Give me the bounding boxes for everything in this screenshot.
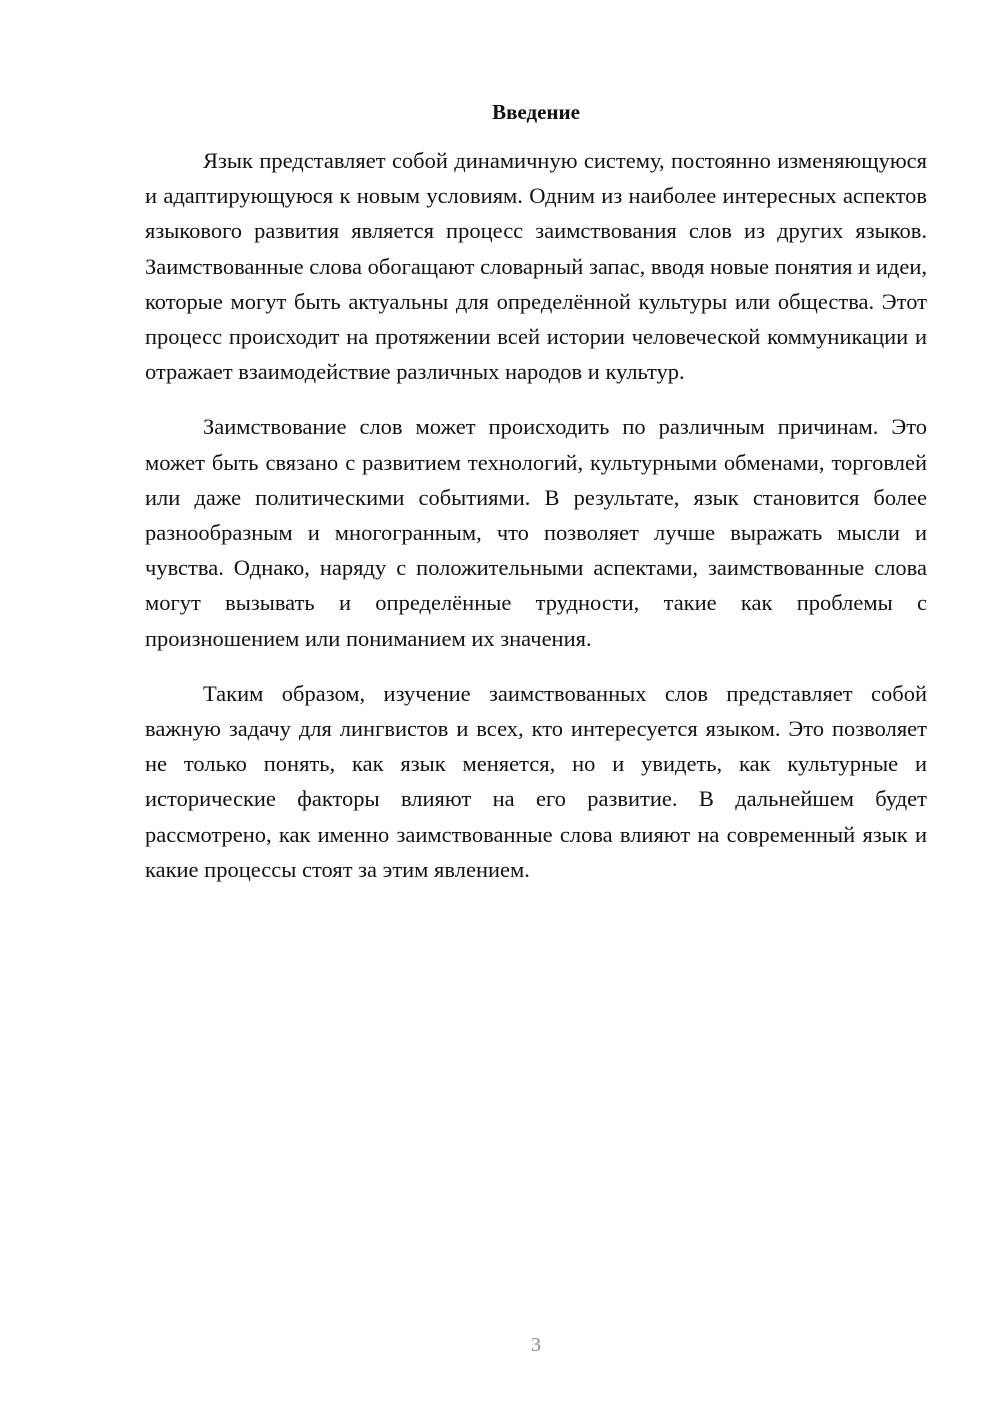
paragraph-2: Заимствование слов может происходить по различным причинам. Это может быть связано с развитием технологий, культурными обменами, торговлей или даже политическими событиями. В результате, язык становится более разнообразным и многогранным, что позволяет лучше выражать мысли и чувства. Однако, наряду с положительными аспектами, заимствованные слова могут вызывать и определённые трудности, такие как проблемы с произношением или пониманием их значения. <box>145 414 927 651</box>
document-body <box>145 143 927 907</box>
page-number: 3 <box>531 1334 541 1356</box>
paragraph-1: Язык представляет собой динамичную систему, постоянно изменяющуюся и адаптирующуюся к новым условиям. Одним из наиболее интересных аспектов языкового развития является процесс заимствования слов из других языков. Заимствованные слова обогащают словарный запас, вводя новые понятия и идеи, которые могут быть актуальны для определённой культуры или общества. Этот процесс происходит на протяжении всей истории человеческой коммуникации и отражает взаимодействие различных народов и культур. <box>145 148 927 385</box>
paragraph-3: Таким образом, изучение заимствованных слов представляет собой важную задачу для лингвистов и всех, кто интересуется языком. Это позволяет не только понять, как язык меняется, но и увидеть, как культурные и исторические факторы влияют на его развитие. В дальнейшем будет рассмотрено, как именно заимствованные слова влияют на современный язык и какие процессы стоят за этим явлением. <box>145 680 927 882</box>
page-title: Введение <box>492 100 580 124</box>
